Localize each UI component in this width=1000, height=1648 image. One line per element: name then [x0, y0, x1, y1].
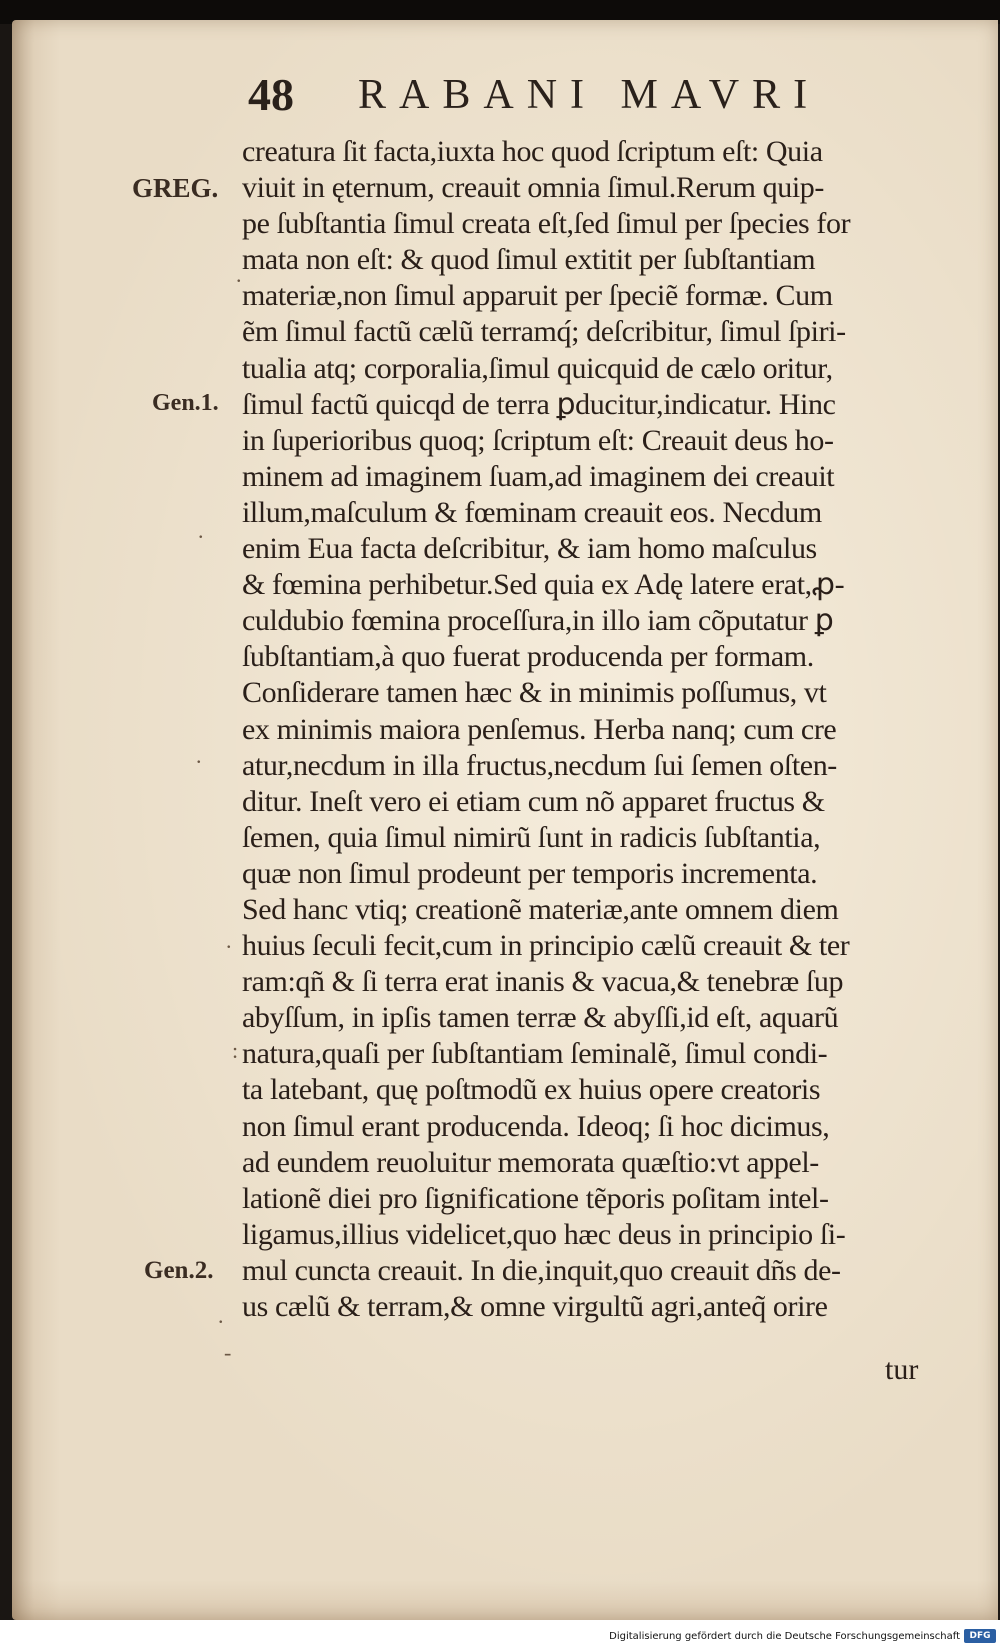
text-line: lationẽ diei pro ſignificatione tẽporis poſitam intel-	[242, 1181, 829, 1215]
text-line: Conſiderare tamen hæc & in minimis poſſumus, vt	[242, 676, 827, 710]
text-line: abyſſum, in ipſis tamen terræ & abyſſi,id eſt, aquarũ	[242, 1001, 839, 1035]
text-line: minem ad imaginem ſuam,ad imaginem dei creauit	[242, 459, 835, 493]
text-line: ſimul factũ quicqd de terra ꝑducitur,indicatur. Hinc	[242, 387, 836, 421]
text-line: huius ſeculi fecit,cum in principio cælũ creauit & ter	[242, 929, 850, 963]
text-line: Sed hanc vtiq; creationẽ materiæ,ante omnem diem	[242, 892, 839, 926]
text-line: natura,quaſi per ſubſtantiam ſeminalẽ, ſimul condi-	[242, 1037, 828, 1071]
text-line: creatura ſit facta,iuxta hoc quod ſcriptum eſt: Quia	[242, 135, 823, 168]
margin-note-greg: GREG.	[132, 173, 219, 203]
margin-dot: :	[232, 1038, 239, 1063]
digitization-credit: Digitalisierung gefördert durch die Deutsche Forschungsgemeinschaft	[609, 1631, 960, 1642]
page-number: 48	[248, 69, 294, 120]
margin-dot: .	[236, 262, 242, 287]
catchword: tur	[885, 1353, 919, 1386]
dfg-logo-icon: DFG	[964, 1629, 996, 1643]
text-line: ad eundem reuoluitur memorata quæſtio:vt appel-	[242, 1145, 819, 1179]
text-line: ſemen, quia ſimul nimirũ ſunt in radicis ſubſtantia,	[242, 820, 821, 854]
margin-dot: .	[218, 1303, 224, 1328]
text-line: us cælũ & terram,& omne virgultũ agri,anteq̃ orire	[242, 1290, 828, 1323]
text-line: ſubſtantiam,à quo fuerat producenda per formam.	[242, 640, 814, 674]
text-line: ligamus,illius videlicet,quo hæc deus in principio ſi-	[242, 1217, 846, 1251]
text-line: tualia atq; corporalia,ſimul quicquid de cælo oritur,	[242, 351, 833, 385]
text-line: atur,necdum in illa fructus,necdum ſui ſemen oſten-	[242, 748, 837, 782]
text-line: ex minimis maiora penſemus. Herba nanq; cum cre	[242, 712, 837, 746]
margin-dot: .	[196, 743, 202, 768]
text-line: ram:qñ & ſi terra erat inanis & vacua,& tenebræ ſup	[242, 965, 844, 999]
text-line: viuit in ęternum, creauit omnia ſimul.Rerum quip-	[242, 171, 824, 205]
text-line: quæ non ſimul prodeunt per temporis incrementa.	[242, 856, 818, 890]
text-line: pe ſubſtantia ſimul creata eſt,ſed ſimul per ſpecies for	[242, 207, 851, 241]
text-line: non ſimul erant producenda. Ideoq; ſi hoc dicimus,	[242, 1109, 830, 1143]
margin-dot: .	[198, 518, 204, 543]
text-line: mata non eſt: & quod ſimul extitit per ſubſtantiam	[242, 243, 816, 277]
margin-dot: -	[224, 1340, 232, 1365]
page-header	[248, 62, 888, 128]
text-line: illum,maſculum & fœminam creauit eos. Necdum	[242, 495, 822, 529]
text-line: materiæ,non ſimul apparuit per ſpeciẽ formæ. Cum	[242, 279, 833, 313]
running-head: RABANI MAVRI	[358, 72, 821, 118]
text-line: enim Eua facta deſcribitur, & iam homo maſculus	[242, 532, 817, 566]
margin-note-gen1: Gen.1.	[152, 390, 219, 416]
text-line: mul cuncta creauit. In die,inquit,quo creauit dñs de-	[242, 1253, 841, 1287]
text-line: & fœmina perhibetur.Sed quia ex Adę latere erat,ꝓ-	[242, 568, 845, 602]
text-line: in ſuperioribus quoq; ſcriptum eſt: Creauit deus ho-	[242, 423, 834, 457]
text-line: ditur. Ineſt vero ei etiam cum nõ apparet fructus &	[242, 784, 825, 818]
margin-note-gen2: Gen.2.	[144, 1257, 214, 1284]
text-line: culdubio fœmina proceſſura,in illo iam cõputatur ꝑ	[242, 604, 834, 638]
text-line: ta latebant, quę poſtmodũ ex huius opere creatoris	[242, 1073, 821, 1107]
text-line: ẽm ſimul factũ cælũ terramq́; deſcribitur, ſimul ſpiri-	[242, 315, 846, 349]
margin-dot: .	[226, 928, 232, 953]
main-text-block	[242, 134, 954, 1325]
